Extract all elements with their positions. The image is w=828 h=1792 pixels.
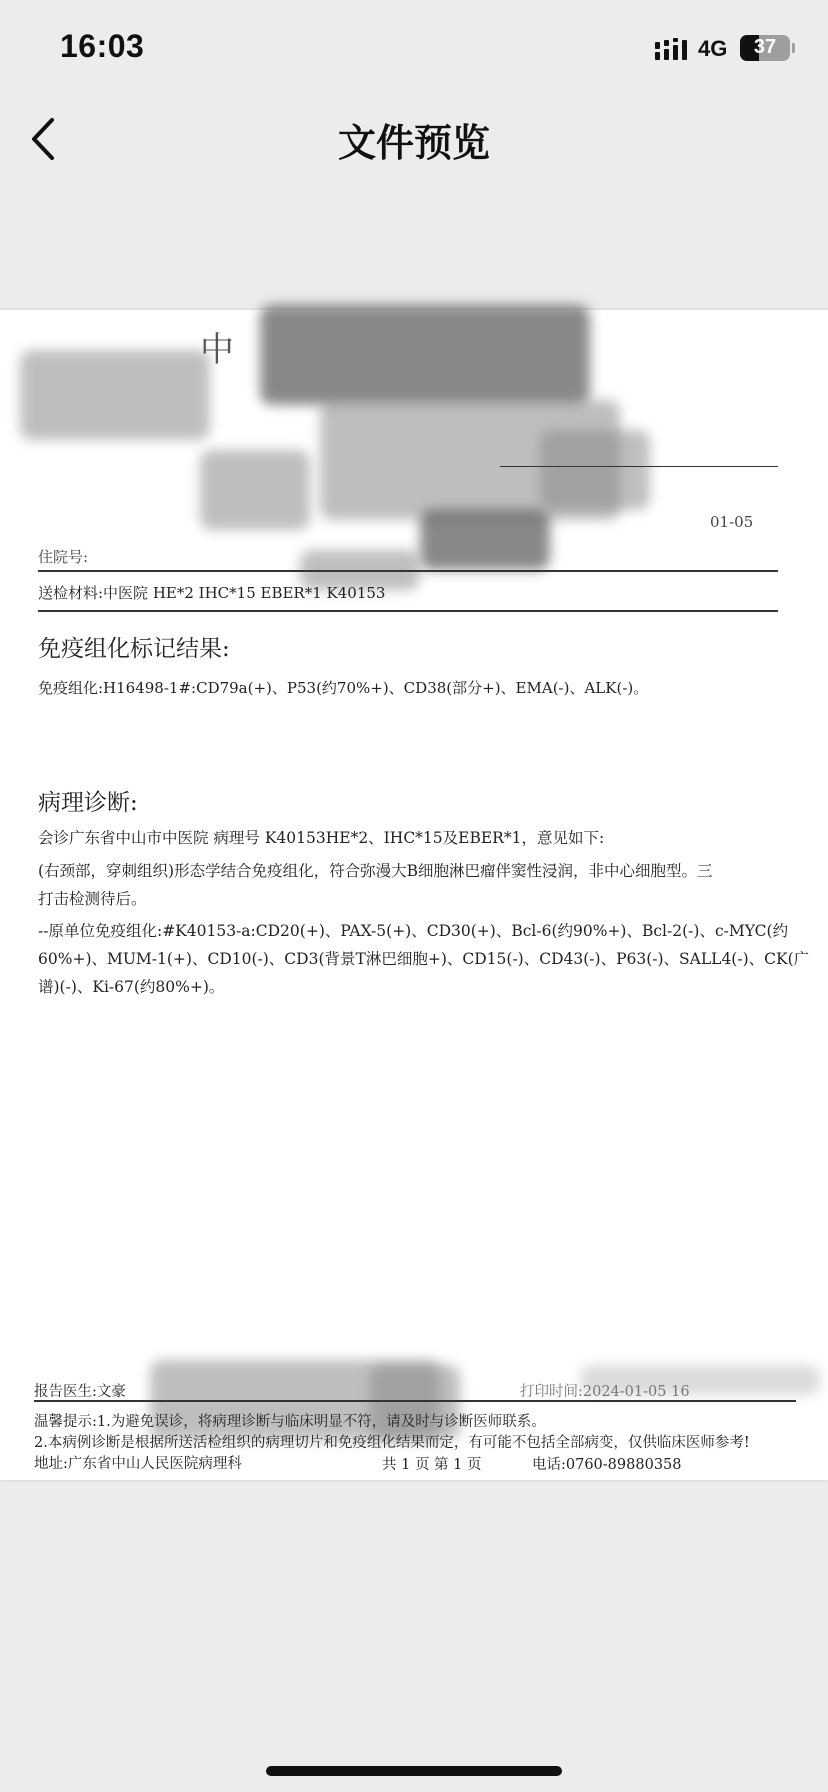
original-ihc-line: 谱)(-)、Ki-67(约80%+)。 bbox=[38, 978, 225, 996]
page-count: 共 1 页 第 1 页 bbox=[382, 1457, 482, 1473]
original-ihc-line: --原单位免疫组化:#K40153-a:CD20(+)、PAX-5(+)、CD30(+)、Bcl-6(约90%+)、Bcl-2(-)、c-MYC(约 bbox=[38, 922, 789, 940]
redacted-area bbox=[540, 430, 650, 510]
diagnosis-conclusion-line: 打击检测待后。 bbox=[38, 890, 147, 908]
status-bar bbox=[0, 0, 828, 100]
document-preview[interactable] bbox=[0, 310, 828, 1480]
divider bbox=[38, 570, 778, 572]
header-divider bbox=[500, 466, 778, 467]
battery-icon bbox=[740, 35, 790, 61]
report-date: 01-05 bbox=[710, 513, 754, 531]
original-ihc-line: 60%+)、MUM-1(+)、CD10(-)、CD3(背景T淋巴细胞+)、CD15(-)、CD43(-)、P63(-)、SALL4(-)、CK(广 bbox=[38, 950, 810, 968]
home-indicator[interactable] bbox=[266, 1766, 562, 1776]
phone-number: 电话:0760-89880358 bbox=[532, 1457, 682, 1473]
network-type: 4G bbox=[698, 36, 728, 61]
submitted-material: 送检材料:中医院 HE*2 IHC*15 EBER*1 K40153 bbox=[38, 584, 386, 602]
navigation-bar bbox=[0, 100, 828, 180]
page-title: 文件预览 bbox=[337, 121, 490, 165]
footer-divider bbox=[34, 1400, 796, 1402]
hospital-address: 地址:广东省中山人民医院病理科 bbox=[34, 1456, 242, 1472]
diagnosis-consult: 会诊广东省中山市中医院 病理号 K40153HE*2、IHC*15及EBER*1，意见如下: bbox=[38, 829, 605, 847]
redacted-area bbox=[20, 350, 210, 440]
print-time: 打印时间:2024-01-05 16 bbox=[520, 1384, 690, 1400]
battery-level: 37 bbox=[753, 36, 777, 58]
cellular-signal-icon bbox=[655, 38, 689, 60]
redacted-area bbox=[420, 510, 550, 570]
ihc-section-title: 免疫组化标记结果: bbox=[38, 636, 230, 662]
admission-number-label: 住院号: bbox=[38, 548, 89, 566]
battery-tip bbox=[792, 43, 795, 53]
diagnosis-section-title: 病理诊断: bbox=[38, 790, 138, 816]
notice-line-2: 2.本病例诊断是根据所送活检组织的病理切片和免疫组化结果而定，有可能不包括全部病变，仅供临床医师参考! bbox=[34, 1435, 750, 1451]
ihc-result: 免疫组化:H16498-1#:CD79a(+)、P53(约70%+)、CD38(部分+)、EMA(-)、ALK(-)。 bbox=[38, 679, 649, 697]
report-doctor: 报告医生:文豪 bbox=[34, 1384, 126, 1400]
status-time: 16:03 bbox=[60, 28, 145, 64]
hospital-name-fragment: 中 bbox=[200, 330, 234, 370]
notice-line-1: 温馨提示:1.为避免误诊，将病理诊断与临床明显不符，请及时与诊断医师联系。 bbox=[34, 1414, 546, 1430]
divider bbox=[38, 610, 778, 612]
diagnosis-conclusion-line: (右颈部，穿刺组织)形态学结合免疫组化，符合弥漫大B细胞淋巴瘤伴窦性浸润，非中心细胞型。三 bbox=[38, 862, 713, 880]
redacted-area bbox=[260, 305, 590, 405]
redacted-area bbox=[200, 450, 310, 530]
